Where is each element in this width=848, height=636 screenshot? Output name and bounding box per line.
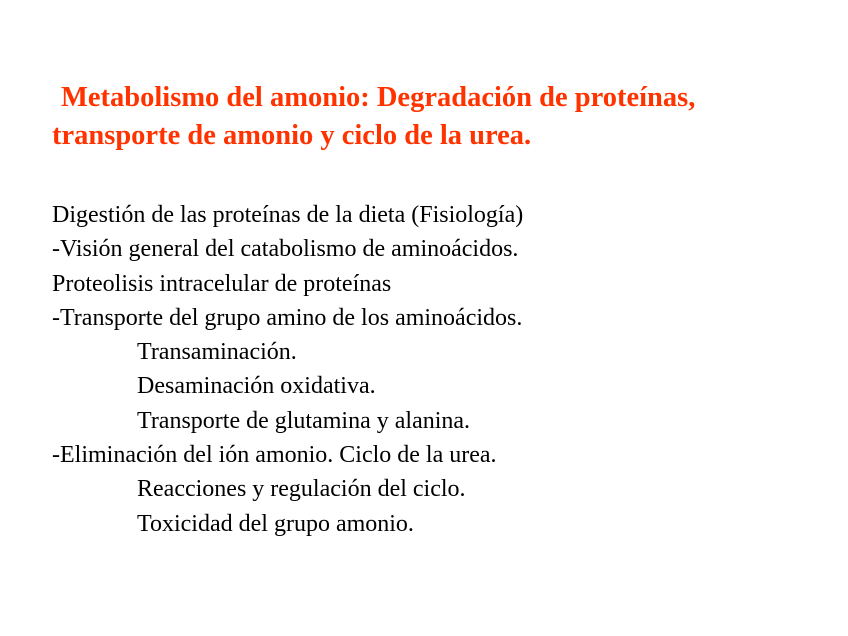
content-subline: Toxicidad del grupo amonio.	[137, 510, 414, 537]
content-subline: Transporte de glutamina y alanina.	[137, 407, 471, 434]
slide-title-line: Metabolismo del amonio: Degradación de proteínas,	[61, 82, 696, 113]
content-line: Digestión de las proteínas de la dieta (Fisiología)	[52, 202, 524, 228]
content-line: -Eliminación del ión amonio. Ciclo de la urea.	[52, 442, 497, 469]
slide-content-list	[52, 198, 832, 541]
content-line: -Transporte del grupo amino de los aminoácidos.	[52, 304, 523, 331]
content-line: -Visión general del catabolismo de aminoácidos.	[52, 236, 519, 263]
slide-title	[52, 79, 832, 155]
content-subline: Transaminación.	[137, 339, 297, 366]
slide-title-line: transporte de amonio y ciclo de la urea.	[52, 120, 532, 151]
content-subline: Desaminación oxidativa.	[137, 373, 376, 400]
content-line: Proteolisis intracelular de proteínas	[52, 270, 392, 297]
content-subline: Reacciones y regulación del ciclo.	[137, 476, 466, 503]
